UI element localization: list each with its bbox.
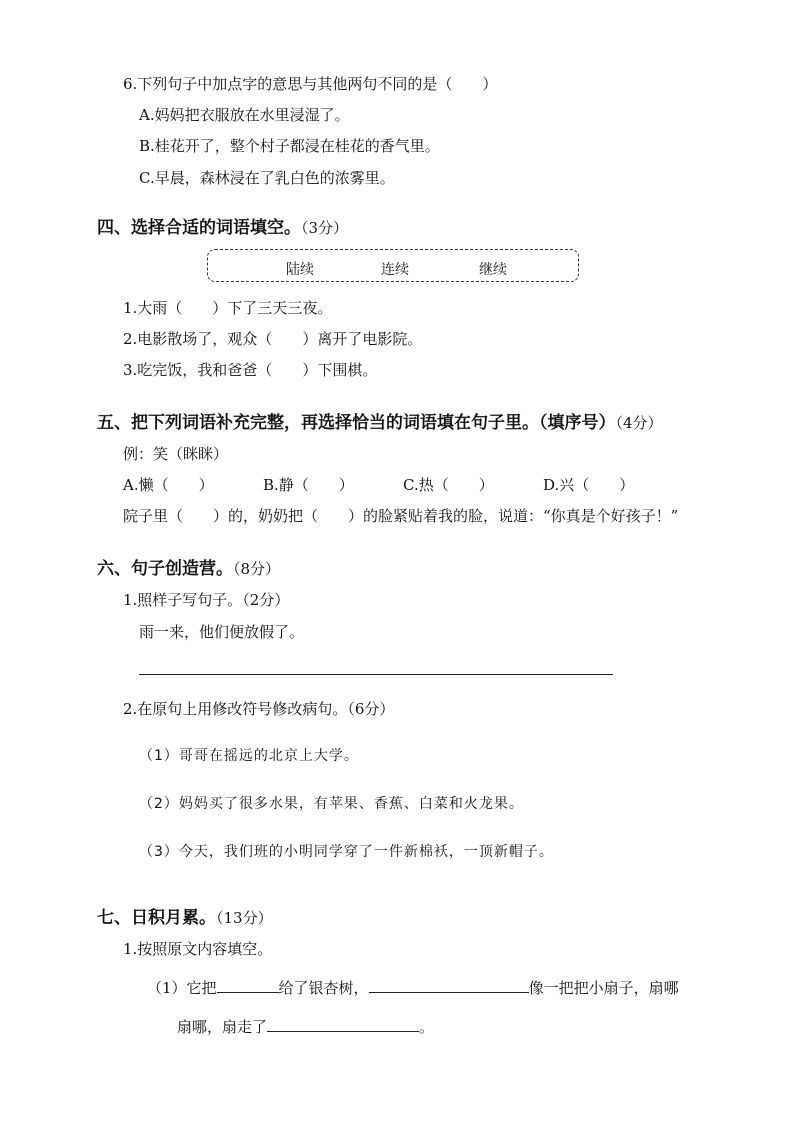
fill-blank[interactable] (217, 991, 279, 993)
sub2-sentence-3: （3）今天，我们班的小明同学穿了一件新棉袄，一顶新帽子。 (139, 844, 554, 860)
word-bank-word: 陆续 (286, 262, 314, 278)
fill-text: 扇哪，扇走了 (177, 1018, 268, 1036)
fill-blank[interactable] (267, 1030, 419, 1032)
section-6-sub1-example: 雨一来，他们便放假了。 (139, 623, 305, 641)
section-5-option: D.兴（ ） (543, 476, 635, 494)
sub2-sentence-1: （1）哥哥在摇远的北京上大学。 (139, 748, 359, 764)
section-6-title: 六、句子创造营。 (97, 559, 233, 579)
word-bank-word: 连续 (381, 262, 409, 278)
q6-option-b: B.桂花开了，整个村子都浸在桂花的香气里。 (139, 137, 440, 155)
section-5-option: B.静（ ） (263, 476, 354, 494)
fill-text: 给了银杏树， (278, 979, 369, 997)
section-7-points: （13分） (216, 909, 273, 927)
section-4-item: 2.电影散场了，观众（ ）离开了电影院。 (123, 330, 423, 348)
section-7-sub1: 1.按照原文内容填空。 (123, 940, 273, 958)
fill-blank[interactable] (369, 991, 529, 993)
section-4-item: 3.吃完饭，我和爸爸（ ）下围棋。 (123, 361, 378, 379)
section-7-heading (97, 903, 273, 928)
section-5-option: C.热（ ） (403, 476, 494, 494)
section-5-sentence: 院子里（ ）的，奶奶把（ ）的脸紧贴着我的脸，说道：“你真是个好孩子！” (123, 507, 679, 525)
section-5-heading (97, 408, 663, 433)
fill-text: 像一把把小扇子，扇哪 (528, 979, 679, 997)
section-5-title: 五、把下列词语补充完整，再选择恰当的词语填在句子里。（填序号） (97, 413, 616, 433)
q6-option-a: A.妈妈把衣服放在水里浸湿了。 (139, 106, 350, 124)
answer-line[interactable] (139, 674, 613, 675)
sub2-sentence-2: （2）妈妈买了很多水果，有苹果、香蕉、白菜和火龙果。 (139, 796, 524, 812)
fill-text: （1）它把 (147, 979, 217, 997)
section-4-points: （3分） (301, 219, 349, 237)
section-5-option: A.懒（ ） (123, 476, 214, 494)
fill-line-2 (177, 1016, 434, 1037)
q6-option-c: C.早晨，森林浸在了乳白色的浓雾里。 (139, 169, 395, 187)
section-4-heading (97, 213, 348, 238)
section-5-example: 例：笑（眯眯） (123, 445, 229, 463)
section-6-points: （8分） (233, 560, 281, 578)
fill-text: 。 (419, 1018, 435, 1036)
section-6-heading (97, 554, 280, 579)
section-6-sub2: 2.在原句上用修改符号修改病句。（6分） (123, 700, 395, 718)
fill-line-1 (147, 977, 679, 998)
section-5-points: （4分） (615, 414, 663, 432)
section-4-title: 四、选择合适的词语填空。 (97, 218, 301, 238)
section-6-sub1: 1.照样子写句子。（2分） (123, 591, 290, 609)
q6-stem: 6.下列句子中加点字的意思与其他两句不同的是（ ） (123, 75, 498, 93)
section-7-title: 七、日积月累。 (97, 908, 216, 928)
section-4-item: 1.大雨（ ）下了三天三夜。 (123, 299, 333, 317)
word-bank-word: 继续 (479, 262, 507, 278)
